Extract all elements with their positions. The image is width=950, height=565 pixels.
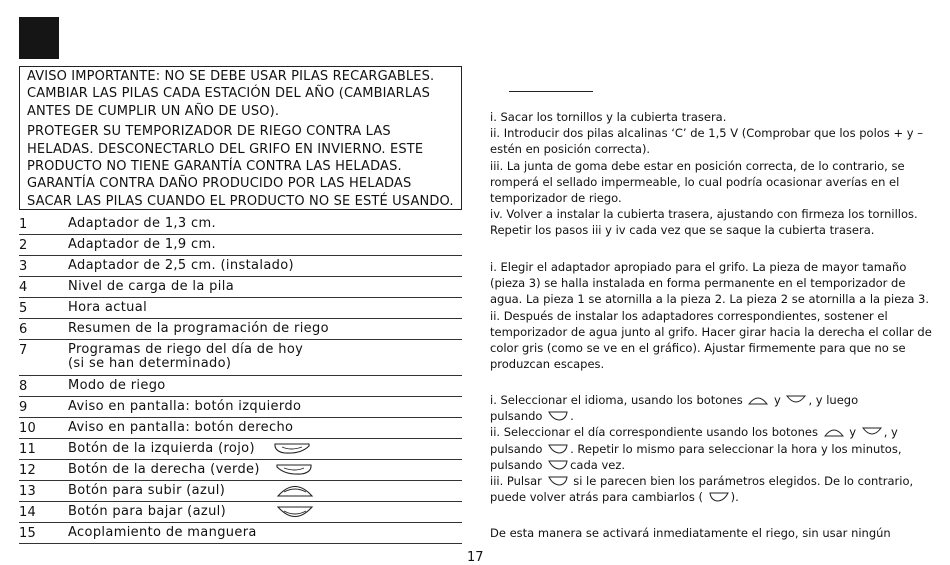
page-number: 17: [467, 550, 484, 565]
part-number: 5: [19, 301, 28, 316]
down-button-icon: [275, 504, 315, 520]
part-number: 10: [19, 421, 36, 436]
part-number: 8: [19, 379, 28, 394]
left-button-icon: [273, 442, 311, 456]
install-step-i: i. Elegir el adaptador apropiado para el grifo. La pieza de mayor tamaño (pieza 3) se halla instalada en forma permanente en el temporizador de agua. La pieza 1 se atornilla a la pieza 2. La pieza 2 se atornilla a la pieza 3.: [490, 260, 930, 307]
part-number: 1: [19, 217, 28, 232]
setup-text: pulsando: [490, 441, 543, 456]
part-label: Hora actual: [68, 300, 148, 315]
parts-list: [19, 214, 462, 544]
install-step-ii: ii. Después de instalar los adaptadores correspondientes, sostener el temporizador de agua junto al grifo. Hacer girar hacia la derecha el collar de color gris (como se ve en el gráfico). Ajustar firmemente para que no se produzcan escapes.: [490, 308, 932, 372]
setup-step-iii: [490, 473, 935, 505]
part-label: Botón de la derecha (verde): [68, 462, 260, 477]
part-label: Adaptador de 1,3 cm.: [68, 216, 217, 231]
part-number: 4: [19, 280, 28, 295]
part-row: [19, 481, 462, 502]
down-button-icon: [862, 427, 882, 437]
part-label: Adaptador de 1,9 cm.: [68, 237, 217, 252]
up-button-icon: [275, 483, 315, 499]
right-button-icon: [548, 476, 568, 486]
setup-text: , y luego: [808, 393, 859, 407]
heading-rule: [509, 91, 593, 92]
part-label: Adaptador de 2,5 cm. (instalado): [68, 258, 294, 273]
part-label: Botón de la izquierda (rojo): [68, 441, 255, 456]
part-row: [19, 523, 462, 544]
part-number: 14: [19, 505, 36, 520]
part-number: 9: [19, 400, 28, 415]
battery-step-ii: ii. Introducir dos pilas alcalinas ‘C’ de 1,5 V (Comprobar que los polos + y – estén en posición correcta).: [490, 126, 923, 157]
setup-text: y: [774, 393, 781, 407]
part-number: 13: [19, 484, 36, 499]
final-line: De esta manera se activará inmediatamente el riego, sin usar ningún: [490, 526, 891, 540]
setup-text: ).: [730, 490, 739, 505]
setup-text: pulsando: [490, 409, 543, 424]
warning-box: [19, 66, 462, 210]
setup-text: .: [570, 409, 574, 424]
part-row: [19, 319, 462, 340]
up-button-icon: [748, 395, 768, 405]
section-marker: [19, 17, 59, 59]
part-number: 15: [19, 526, 36, 541]
part-row: [19, 439, 462, 460]
right-button-icon: [275, 463, 313, 477]
setup-text: si le parecen bien los parámetros elegidos. De lo contrario,: [573, 474, 914, 489]
setup-text: cada vez.: [570, 457, 626, 472]
part-label: Botón para subir (azul): [68, 483, 226, 498]
part-label-line-2: (si se han determinado): [68, 356, 232, 371]
warning-paragraph-1: AVISO IMPORTANTE: NO SE DEBE USAR PILAS RECARGABLES. CAMBIAR LAS PILAS CADA ESTACIÓN DEL AÑO (CAMBIARLAS ANTES DE CUMPLIR UN AÑO DE USO).: [27, 69, 435, 119]
part-label: Botón para bajar (azul): [68, 504, 227, 519]
setup-step-i: [490, 392, 935, 424]
part-number: 11: [19, 442, 36, 457]
setup-text: . Repetir lo mismo para seleccionar la hora y los minutos,: [570, 441, 902, 456]
warning-paragraph-2: PROTEGER SU TEMPORIZADOR DE RIEGO CONTRA LAS HELADAS. DESCONECTARLO DEL GRIFO EN INVIERNO. ESTE PRODUCTO NO TIENE GARANTÍA CONTRA LAS HELADAS. GARANTÍA CONTRA DAÑO PRODUCIDO POR LAS HELADAS SACAR LAS PILAS CUANDO EL PRODUCTO NO SE ESTÉ USANDO.: [27, 124, 454, 209]
right-button-icon: [548, 411, 568, 421]
install-steps: [490, 259, 935, 372]
setup-text: , y: [883, 425, 898, 440]
part-row: [19, 376, 462, 397]
part-number: 12: [19, 463, 36, 478]
setup-text: puede volver atrás para cambiarlos (: [490, 490, 703, 505]
right-button-icon: [548, 460, 568, 470]
setup-text: iii. Pulsar: [490, 474, 542, 489]
part-label: Acoplamiento de manguera: [68, 525, 257, 540]
setup-step-ii: [490, 424, 935, 473]
setup-steps: [490, 392, 935, 505]
down-button-icon: [786, 395, 806, 405]
setup-text: pulsando: [490, 457, 543, 472]
part-row: [19, 397, 462, 418]
part-label: Resumen de la programación de riego: [68, 321, 329, 336]
left-button-icon: [709, 492, 729, 502]
part-row: [19, 418, 462, 439]
part-number: 7: [19, 343, 28, 358]
setup-text: i. Seleccionar el idioma, usando los botones: [490, 393, 743, 407]
battery-steps: [490, 109, 935, 239]
right-button-icon: [548, 444, 568, 454]
part-row: [19, 256, 462, 277]
part-row: [19, 214, 462, 235]
part-label: Aviso en pantalla: botón derecho: [68, 420, 294, 435]
part-number: 2: [19, 238, 28, 253]
part-number: 6: [19, 322, 28, 337]
part-number: 3: [19, 259, 28, 274]
part-label-line-1: Programas de riego del día de hoy: [68, 342, 304, 357]
part-row: [19, 277, 462, 298]
part-row: [19, 298, 462, 319]
part-row: [19, 502, 462, 523]
part-row: [19, 460, 462, 481]
part-row: [19, 340, 462, 376]
part-label: [68, 343, 303, 371]
part-label: Modo de riego: [68, 378, 166, 393]
setup-text: ii. Seleccionar el día correspondiente usando los botones: [490, 425, 818, 440]
setup-text: y: [849, 425, 857, 440]
part-label: Nivel de carga de la pila: [68, 279, 235, 294]
part-row: [19, 235, 462, 256]
battery-step-iii: iii. La junta de goma debe estar en posición correcta, de lo contrario, se romperá el sellado impermeable, lo cual podría ocasionar averías en el temporizador de riego.: [490, 158, 905, 206]
part-label: Aviso en pantalla: botón izquierdo: [68, 399, 302, 414]
up-button-icon: [824, 427, 844, 437]
battery-step-i: i. Sacar los tornillos y la cubierta trasera.: [490, 110, 727, 124]
battery-step-iv: iv. Volver a instalar la cubierta trasera, ajustando con firmeza los tornillos. Repetir los pasos iii y iv cada vez que se saque la cubierta trasera.: [490, 207, 918, 238]
